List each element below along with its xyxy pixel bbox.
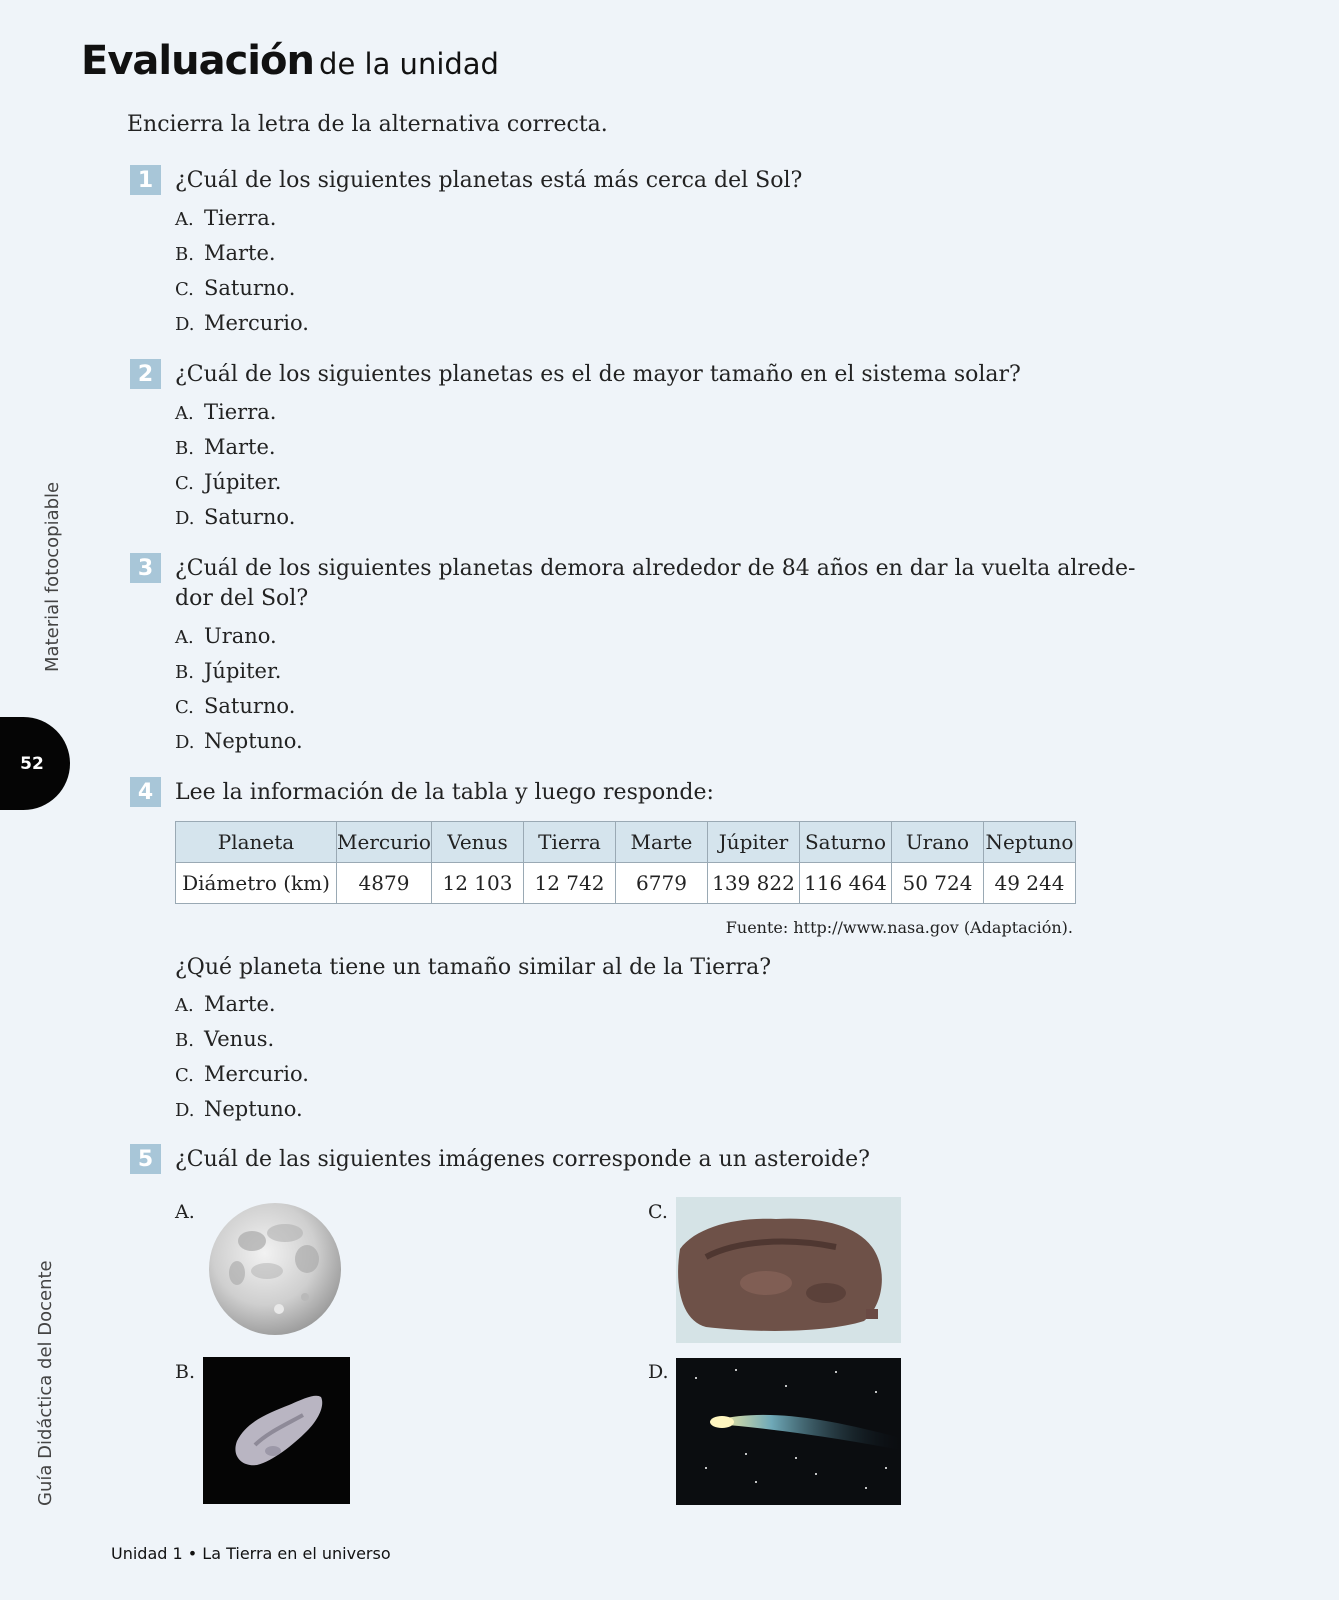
question-text: Lee la información de la tabla y luego responde:	[175, 780, 714, 805]
option-letter: B.	[175, 438, 194, 459]
instruction-text: Encierra la letra de la alternativa correcta.	[127, 112, 608, 137]
sidebar-label-bottom: Guía Didáctica del Docente	[35, 1260, 56, 1506]
table-cell-planet: Urano	[891, 822, 983, 863]
option-text: Tierra.	[204, 400, 277, 424]
question-number-badge: 2	[130, 359, 161, 389]
option-letter: D.	[175, 1100, 195, 1121]
table-cell-diameter: 116 464	[799, 863, 891, 904]
page-number: 52	[20, 753, 44, 774]
question-text-line2: dor del Sol?	[175, 586, 309, 611]
option-letter: B.	[175, 244, 194, 265]
option-text: Saturno.	[204, 276, 296, 300]
option-text: Mercurio.	[204, 1062, 309, 1086]
table-row-header: Diámetro (km)	[176, 863, 337, 904]
moon-image	[207, 1201, 343, 1337]
table-cell-diameter: 49 244	[983, 863, 1075, 904]
option-letter: A.	[175, 627, 194, 648]
option-letter: C.	[175, 279, 194, 300]
image-option-letter: B.	[175, 1361, 196, 1383]
option-letter: C.	[175, 473, 194, 494]
option-text: Neptuno.	[204, 1097, 303, 1121]
question-text: ¿Cuál de los siguientes planetas está más cerca del Sol?	[175, 168, 803, 193]
table-cell-planet: Saturno	[799, 822, 891, 863]
option-text: Júpiter.	[204, 659, 282, 683]
option-letter: D.	[175, 314, 195, 335]
question-text-line1: ¿Cuál de los siguientes planetas demora alrededor de 84 años en dar la vuelta alrede-	[175, 556, 1136, 581]
option-letter: C.	[175, 1065, 194, 1086]
option-text: Júpiter.	[204, 470, 282, 494]
option-letter: D.	[175, 732, 195, 753]
option-text: Marte.	[204, 241, 276, 265]
question-number-badge: 4	[130, 777, 161, 807]
table-cell-diameter: 12 742	[523, 863, 615, 904]
comet-image	[676, 1358, 901, 1505]
page-title-rest: de la unidad	[319, 47, 499, 81]
option-letter: A.	[175, 995, 194, 1016]
option-item	[175, 206, 276, 230]
question-number-badge: 3	[130, 553, 161, 583]
option-item	[175, 276, 295, 300]
planet-diameter-table	[175, 821, 1076, 904]
table-cell-diameter: 12 103	[431, 863, 523, 904]
image-option-letter: A.	[175, 1201, 195, 1223]
table-cell-planet: Mercurio	[337, 822, 432, 863]
page-number-tab	[0, 717, 70, 810]
subquestion-text: ¿Qué planeta tiene un tamaño similar al de la Tierra?	[175, 955, 772, 980]
question-number-badge: 5	[130, 1144, 161, 1174]
option-letter: A.	[175, 403, 194, 424]
option-text: Urano.	[204, 624, 277, 648]
option-item	[175, 624, 277, 648]
option-item	[175, 505, 295, 529]
option-letter: A.	[175, 209, 194, 230]
option-letter: B.	[175, 662, 194, 683]
table-cell-planet: Marte	[615, 822, 707, 863]
option-item	[175, 435, 276, 459]
option-text: Marte.	[204, 992, 276, 1016]
table-row-header: Planeta	[176, 822, 337, 863]
page-title	[81, 38, 499, 84]
option-item	[175, 694, 295, 718]
table-cell-planet: Venus	[431, 822, 523, 863]
table-cell-diameter: 6779	[615, 863, 707, 904]
option-item	[175, 241, 276, 265]
image-option-letter: D.	[648, 1361, 669, 1383]
question-text: ¿Cuál de los siguientes planetas es el de mayor tamaño en el sistema solar?	[175, 362, 1021, 387]
option-item	[175, 659, 281, 683]
footer-unit-label: Unidad 1 • La Tierra en el universo	[111, 1544, 391, 1563]
table-source-note: Fuente: http://www.nasa.gov (Adaptación).	[725, 918, 1073, 937]
image-option-letter: C.	[648, 1201, 668, 1223]
table-row	[176, 863, 1076, 904]
table-header-row	[176, 822, 1076, 863]
option-item	[175, 1062, 309, 1086]
option-text: Saturno.	[204, 505, 296, 529]
table-cell-planet: Júpiter	[707, 822, 799, 863]
option-item	[175, 729, 303, 753]
option-text: Saturno.	[204, 694, 296, 718]
option-text: Tierra.	[204, 206, 277, 230]
asteroid-image	[203, 1357, 350, 1504]
option-letter: C.	[175, 697, 194, 718]
option-item	[175, 1027, 274, 1051]
option-letter: B.	[175, 1030, 194, 1051]
sidebar-label-top: Material fotocopiable	[42, 481, 63, 672]
table-cell-diameter: 139 822	[707, 863, 799, 904]
table-cell-planet: Neptuno	[983, 822, 1075, 863]
option-text: Neptuno.	[204, 729, 303, 753]
table-cell-planet: Tierra	[523, 822, 615, 863]
option-text: Venus.	[204, 1027, 275, 1051]
option-item	[175, 992, 276, 1016]
option-text: Mercurio.	[204, 311, 309, 335]
option-item	[175, 400, 276, 424]
option-text: Marte.	[204, 435, 276, 459]
rock-image	[676, 1197, 901, 1343]
option-item	[175, 470, 281, 494]
question-number-badge: 1	[130, 165, 161, 195]
option-item	[175, 311, 309, 335]
option-letter: D.	[175, 508, 195, 529]
table-cell-diameter: 4879	[337, 863, 432, 904]
table-cell-diameter: 50 724	[891, 863, 983, 904]
question-text: ¿Cuál de las siguientes imágenes corresponde a un asteroide?	[175, 1147, 870, 1172]
page-title-bold: Evaluación	[81, 38, 314, 84]
option-item	[175, 1097, 303, 1121]
